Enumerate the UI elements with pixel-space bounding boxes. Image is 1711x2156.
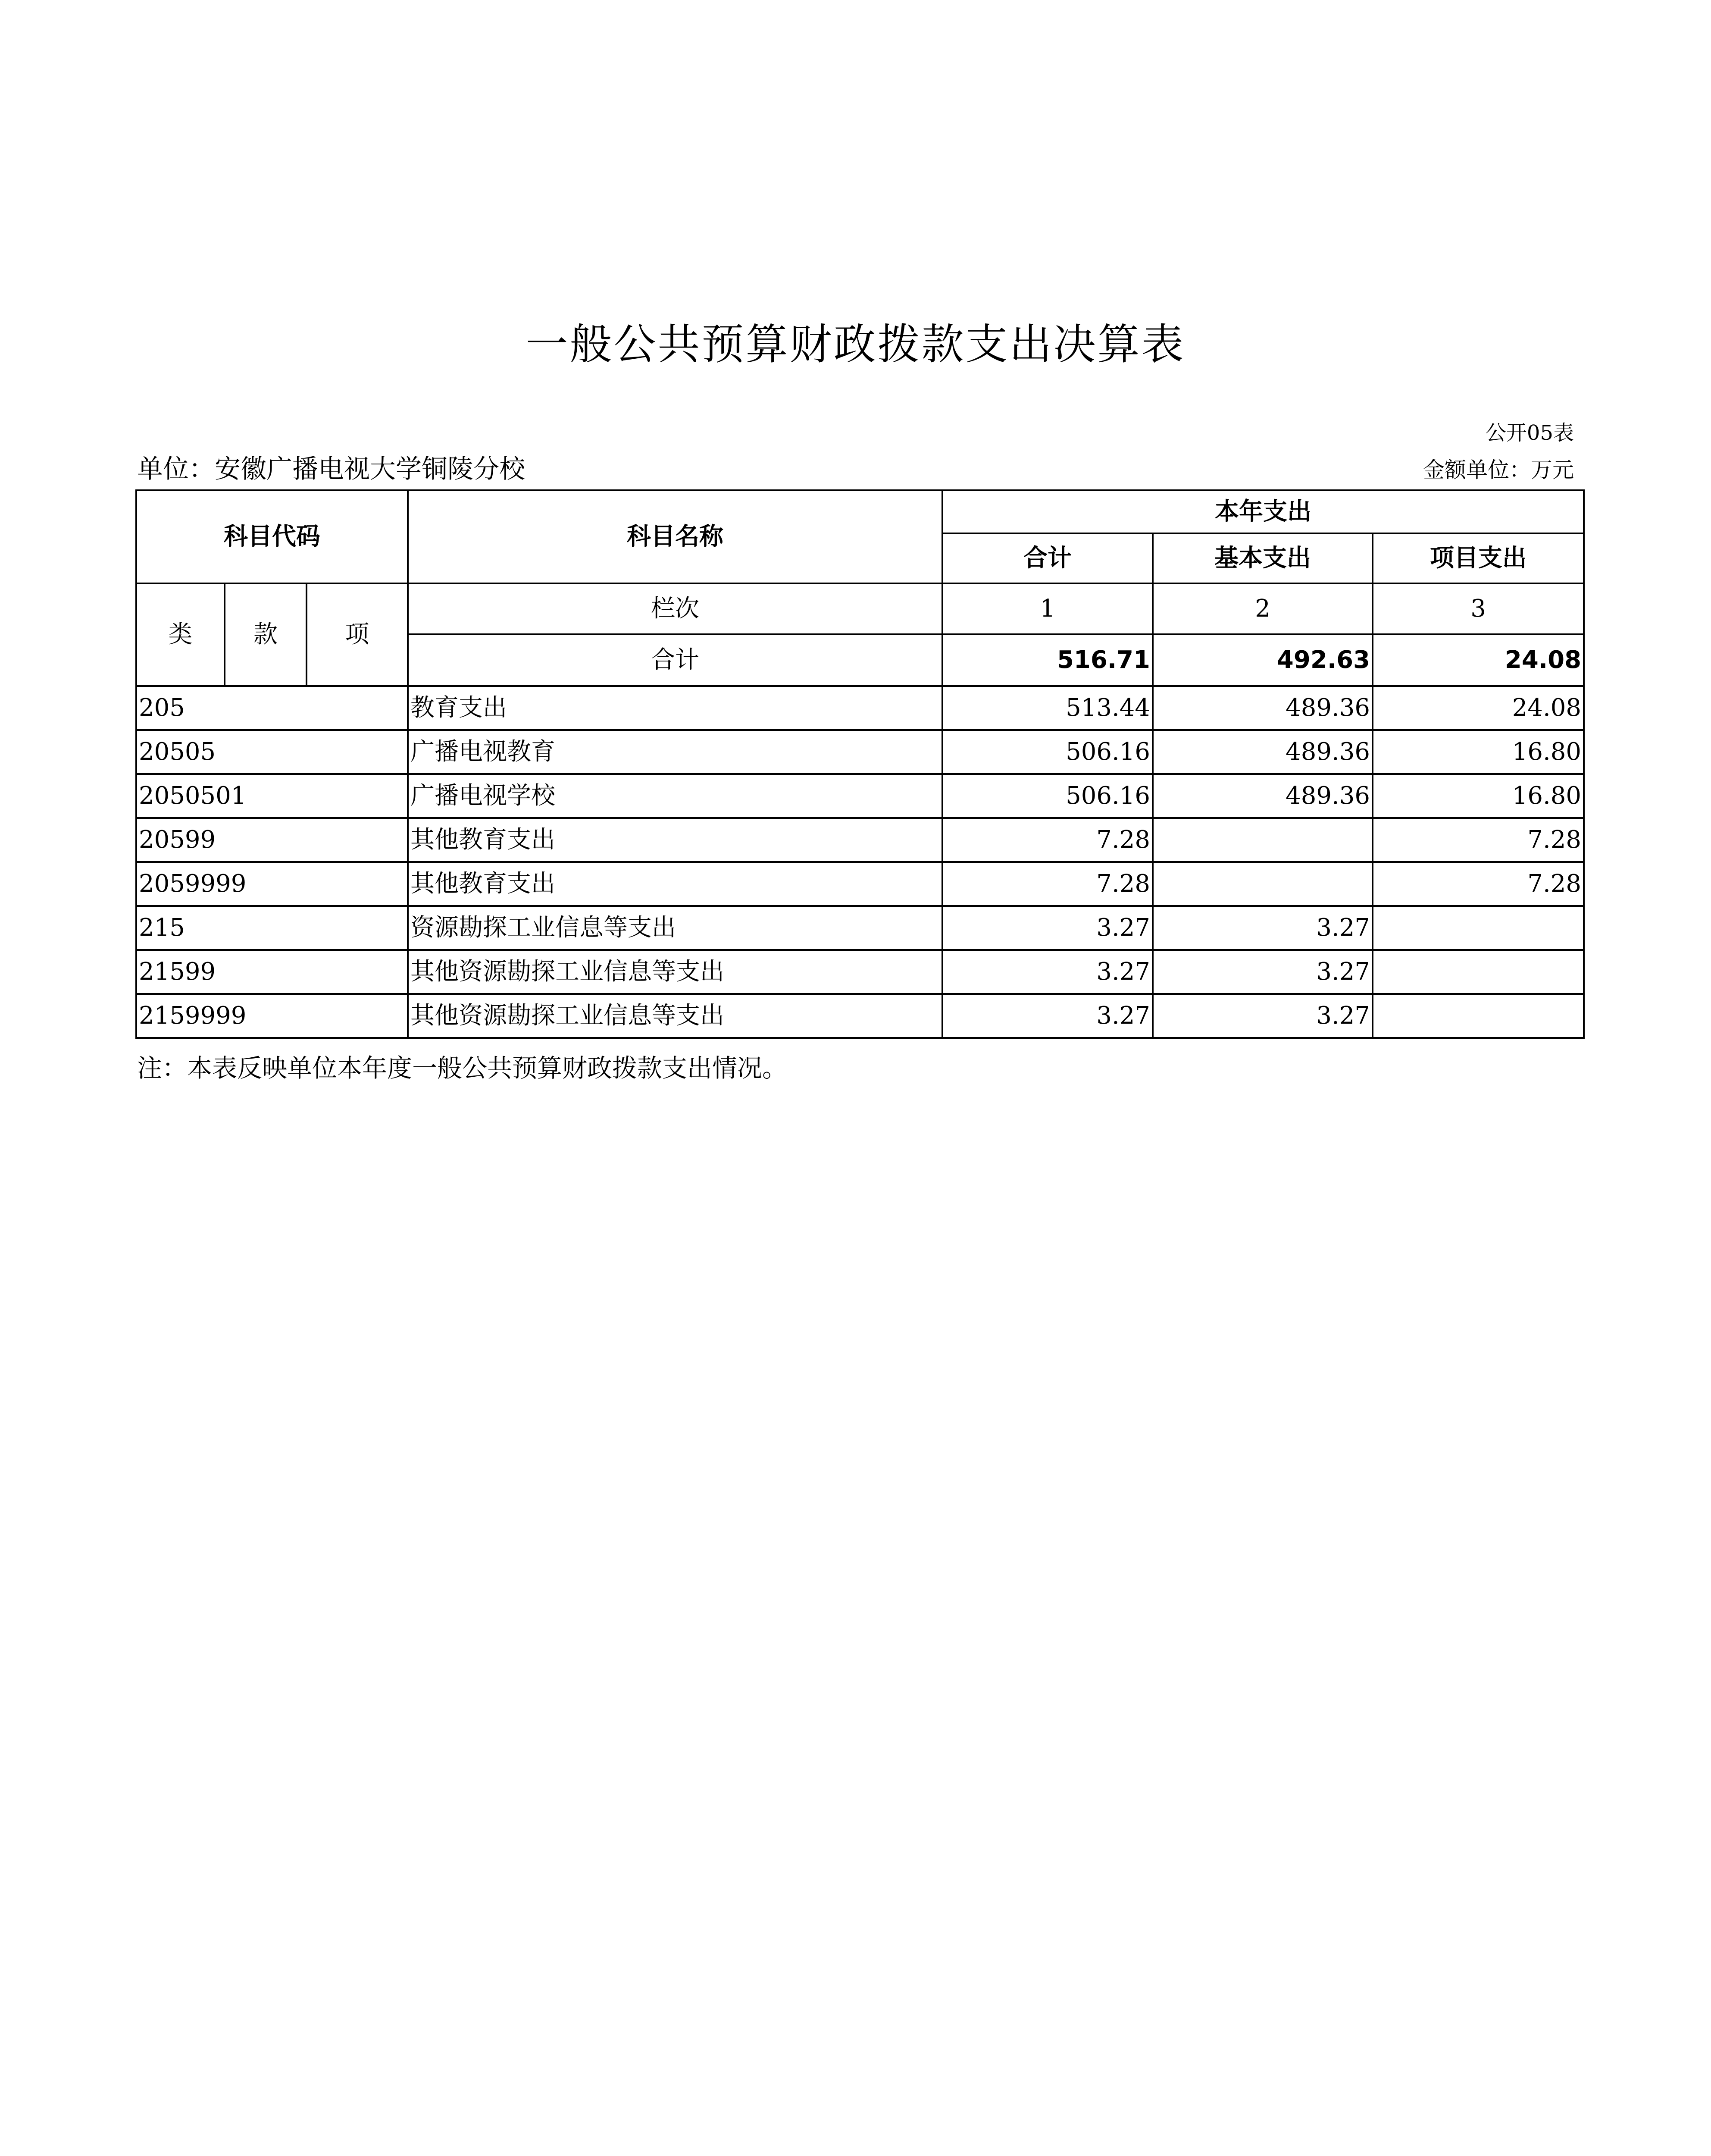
- header-basic: 基本支出: [1153, 533, 1373, 583]
- row-total: 3.27: [942, 906, 1153, 950]
- row-basic: 489.36: [1153, 774, 1373, 818]
- header-year-expense: 本年支出: [942, 490, 1584, 533]
- table-row: [136, 862, 1584, 906]
- row-name: 其他资源勘探工业信息等支出: [408, 950, 942, 994]
- row-basic: 489.36: [1153, 686, 1373, 730]
- row-code: 20599: [136, 818, 408, 862]
- header-code: 科目代码: [136, 490, 408, 583]
- row-code: 21599: [136, 950, 408, 994]
- total-row-total: 516.71: [942, 634, 1153, 686]
- unit-name: 单位：安徽广播电视大学铜陵分校: [137, 454, 525, 484]
- total-row-project: 24.08: [1373, 634, 1584, 686]
- row-project: 16.80: [1373, 730, 1584, 774]
- table-row: [136, 950, 1584, 994]
- header-project: 项目支出: [1373, 533, 1584, 583]
- table-row: [136, 774, 1584, 818]
- row-basic: 3.27: [1153, 994, 1373, 1038]
- row-name: 广播电视学校: [408, 774, 942, 818]
- total-row-label: 合计: [408, 634, 942, 686]
- header-lei: 类: [136, 583, 225, 686]
- amount-unit: 金额单位：万元: [1423, 458, 1574, 483]
- header-total: 合计: [942, 533, 1153, 583]
- header-name: 科目名称: [408, 490, 942, 583]
- row-name: 广播电视教育: [408, 730, 942, 774]
- row-code: 2159999: [136, 994, 408, 1038]
- row-basic: [1153, 818, 1373, 862]
- row-total: 513.44: [942, 686, 1153, 730]
- row-code: 20505: [136, 730, 408, 774]
- header-kuan: 款: [225, 583, 307, 686]
- row-total: 3.27: [942, 950, 1153, 994]
- table-row: [136, 686, 1584, 730]
- column-index-label: 栏次: [408, 583, 942, 634]
- row-code: 215: [136, 906, 408, 950]
- row-project: 24.08: [1373, 686, 1584, 730]
- column-index-2: 2: [1153, 583, 1373, 634]
- table-row: [136, 730, 1584, 774]
- row-total: 3.27: [942, 994, 1153, 1038]
- row-name: 其他教育支出: [408, 818, 942, 862]
- table-row: [136, 994, 1584, 1038]
- row-code: 2050501: [136, 774, 408, 818]
- row-code: 2059999: [136, 862, 408, 906]
- row-basic: 3.27: [1153, 950, 1373, 994]
- header-xiang: 项: [307, 583, 408, 686]
- expense-table: [135, 489, 1585, 1039]
- table-row: [136, 818, 1584, 862]
- row-basic: 489.36: [1153, 730, 1373, 774]
- row-total: 7.28: [942, 818, 1153, 862]
- row-project: [1373, 906, 1584, 950]
- row-project: [1373, 994, 1584, 1038]
- table-row: [136, 906, 1584, 950]
- row-name: 其他教育支出: [408, 862, 942, 906]
- row-name: 教育支出: [408, 686, 942, 730]
- row-name: 资源勘探工业信息等支出: [408, 906, 942, 950]
- row-total: 7.28: [942, 862, 1153, 906]
- form-number: 公开05表: [1485, 421, 1574, 445]
- column-index-3: 3: [1373, 583, 1584, 634]
- row-project: 7.28: [1373, 818, 1584, 862]
- row-name: 其他资源勘探工业信息等支出: [408, 994, 942, 1038]
- column-index-1: 1: [942, 583, 1153, 634]
- total-row-basic: 492.63: [1153, 634, 1373, 686]
- row-basic: 3.27: [1153, 906, 1373, 950]
- row-basic: [1153, 862, 1373, 906]
- row-project: [1373, 950, 1584, 994]
- row-code: 205: [136, 686, 408, 730]
- footnote: 注：本表反映单位本年度一般公共预算财政拨款支出情况。: [137, 1053, 788, 1083]
- row-project: 7.28: [1373, 862, 1584, 906]
- page-title: 一般公共预算财政拨款支出决算表: [525, 320, 1186, 369]
- row-total: 506.16: [942, 730, 1153, 774]
- row-project: 16.80: [1373, 774, 1584, 818]
- row-total: 506.16: [942, 774, 1153, 818]
